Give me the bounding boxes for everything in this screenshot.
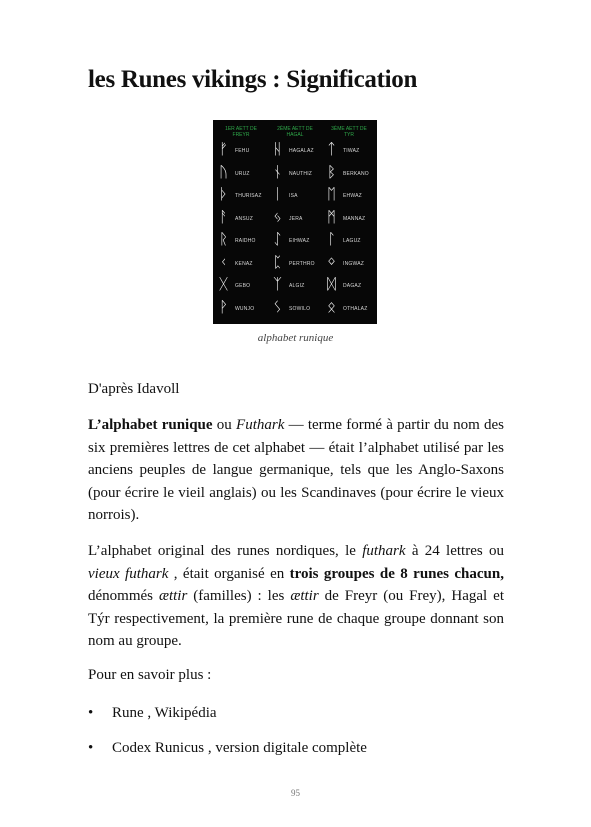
rune-name: TIWAZ [343,148,360,154]
rune-name: LAGUZ [343,238,361,244]
term-vieux-futhark: vieux futhark [88,565,169,582]
rune-name: EHWAZ [343,193,362,199]
bullet-icon: • [88,705,94,721]
rune-name: FEHU [235,148,250,154]
rune-column-heading: 3ÈME AETT DE TYR [331,126,367,138]
term-alphabet-runique: L’alphabet runique [88,417,213,433]
rune-name: ANSUZ [235,215,253,222]
text-segment: ou [212,417,237,433]
rune-name: ISA [289,193,298,199]
rune-glyph: ᚦ [219,185,229,203]
rune-name: MANNAZ [343,215,366,222]
rune-glyph: ᛜ [327,252,337,271]
text-segment: dénommés [88,588,159,604]
source-line: D'après Idavoll [88,381,180,397]
paragraph-futhark [88,540,504,653]
rune-glyph: ᛈ [273,252,283,271]
term-futhark-lower: futhark [362,543,406,559]
text-segment: de Freyr (ou Frey), Hagal et Týr respectivement, la première rune de chaque groupe donnant son nom au groupe. [88,588,504,649]
rune-column-heading: 2ÈME AETT DE HAGAL [277,126,313,138]
rune-glyph: ᚱ [219,230,229,248]
rune-name: URUZ [235,170,250,177]
list-item[interactable] [88,702,508,737]
term-trois-groupes: trois groupes de 8 runes chacun, [289,565,504,582]
rune-glyph: ᚨ [219,207,229,226]
rune-name: ALGIZ [289,283,305,289]
rune-glyph: ᛁ [273,185,283,203]
page-title: les Runes vikings : Signification [88,66,418,93]
more-info-label: Pour en savoir plus : [88,667,212,683]
rune-glyph: ᛞ [327,275,337,293]
rune-glyph: ᛚ [327,230,337,248]
paragraph-alphabet [88,414,504,527]
rune-name: BERKANO [343,170,369,177]
rune-name: KENAZ [235,260,253,267]
rune-glyph: ᚢ [219,162,229,181]
rune-glyph: ᚾ [273,162,283,181]
rune-name: INGWAZ [343,260,365,267]
rune-glyph: ᚺ [273,140,283,158]
rune-glyph: ᛖ [327,185,337,203]
rune-name: JERA [289,215,303,222]
rune-name: DAGAZ [343,283,362,289]
rune-glyph: ᛗ [327,207,337,226]
rune-name: GEBO [235,283,251,289]
rune-name: NAUTHIZ [289,170,313,177]
rune-name: WUNJO [235,305,255,312]
rune-name: PERTHRO [289,260,315,267]
term-futhark: Futhark [236,417,285,433]
rune-glyph: ᚷ [219,275,229,293]
rune-glyph: ᚹ [219,297,229,316]
rune-name: SOWILO [289,305,311,312]
rune-column-heading: 1ER AETT DE FREYR [225,126,257,138]
rune-name: EIHWAZ [289,238,310,244]
text-segment: à 24 lettres ou [405,543,504,559]
link-codex-runicus[interactable]: Codex Runicus , version digitale complète [112,740,367,756]
rune-glyph: ᛊ [273,297,283,316]
rune-glyph: ᚲ [219,252,229,271]
rune-grid [213,120,377,324]
rune-glyph: ᛃ [273,207,283,226]
links-list [88,702,508,772]
rune-glyph: ᛇ [273,230,283,248]
page-number: 95 [291,788,300,798]
figure-caption: alphabet runique [257,332,334,344]
rune-glyph: ᛒ [327,162,337,181]
rune-name: THURISAZ [235,193,262,199]
text-segment: L’alphabet original des runes nordiques, le [88,543,363,559]
rune-glyph: ᛟ [327,297,337,316]
rune-alphabet-figure [213,120,377,324]
rune-name: HAGALAZ [289,148,314,154]
rune-glyph: ᚠ [219,140,229,158]
list-item[interactable] [88,737,508,772]
bullet-icon: • [88,740,94,756]
text-segment: — terme formé à partir du nom des six premières lettres de cet alphabet — était l’alphabet utilisé par les anciens peuples de langue germanique, tels que les Anglo-Saxons (pour écrire le vieil anglais) ou les Scandinaves (pour écrire le vieux norrois). [88,417,504,523]
rune-glyph: ᛉ [273,275,283,293]
rune-name: OTHALAZ [343,305,368,312]
term-aettir: ættir [158,588,188,604]
link-rune-wikipedia[interactable]: Rune , Wikipédia [112,705,217,721]
rune-name: RAIDHO [235,238,256,244]
text-segment: , était organisé en [168,565,290,582]
text-segment: (familles) : les [187,588,291,604]
term-aettir: ættir [290,588,319,604]
rune-glyph: ᛏ [327,140,337,158]
